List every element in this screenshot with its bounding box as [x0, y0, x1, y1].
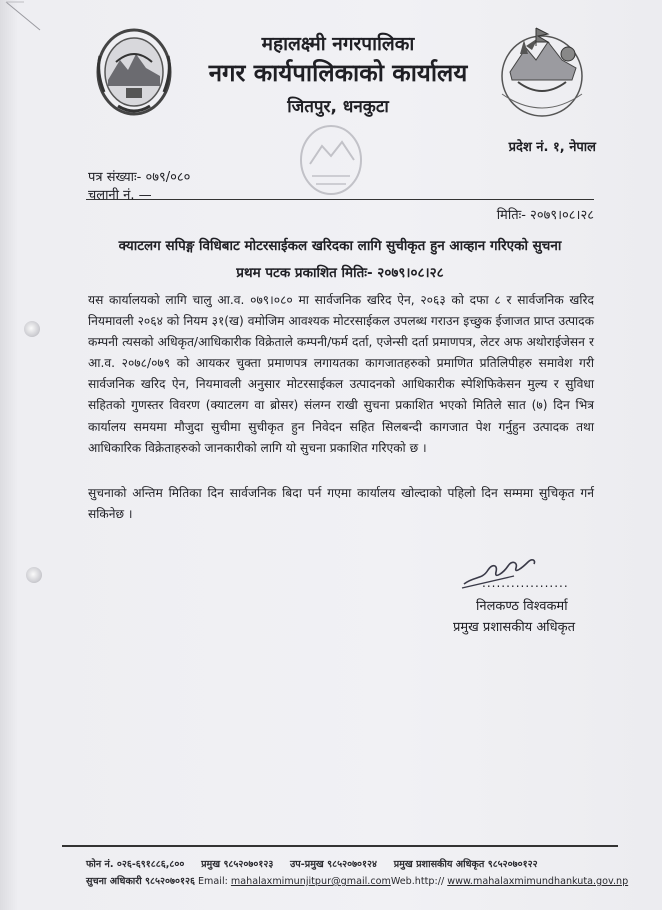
- footer-info-officer: सुचना अधिकारी ९८५२०७०१२६: [86, 876, 195, 887]
- office-address: जितपुर, धनकुटा: [287, 97, 389, 117]
- punch-hole-bottom: [26, 567, 42, 583]
- first-published-date: प्रथम पटक प्रकाशित मितिः- २०७९।०८।२८: [236, 265, 444, 281]
- footer-web-link[interactable]: www.mahalaxmimundhankuta.gov.np: [447, 876, 629, 887]
- footer-phone: फोन नं. ०२६-६९१८८६,८००: [86, 859, 185, 870]
- office-name: नगर कार्यपालिकाको कार्यालय: [208, 59, 468, 87]
- letter-date: मितिः- २०७९।०८।२८: [496, 208, 594, 223]
- office-stamp: [296, 120, 366, 206]
- signatory-title: प्रमुख प्रशासकीय अधिकृत: [453, 620, 576, 635]
- province-label: प्रदेश नं. १, नेपाल: [508, 140, 596, 155]
- footer-deputy: उप-प्रमुख ९८५२०७०१२४: [290, 859, 378, 870]
- dispatch-number: चलानी नं. —: [88, 188, 152, 203]
- folded-corner: [4, 0, 44, 36]
- nepal-emblem-logo: [94, 26, 174, 118]
- footer-cao: प्रमुख प्रशासकीय अधिकृत ९८५२०७०१२२: [393, 859, 538, 870]
- footer-contacts: [86, 857, 538, 870]
- header-divider: [86, 199, 594, 200]
- footer-divider: [62, 845, 618, 847]
- notice-body: [88, 290, 594, 459]
- punch-hole-top: [24, 321, 40, 337]
- municipality-logo: [492, 24, 592, 124]
- notice-title: क्याटलग सपिङ्ग विधिबाट मोटरसाईकल खरिदका लागि सुचीकृत हुन आव्हान गरिएको सुचना: [118, 238, 562, 254]
- footer-email-link[interactable]: mahalaxmimunjitpur@gmail.com: [230, 876, 391, 887]
- letter-number: पत्र संख्याः- ०७९/०८०: [88, 170, 191, 185]
- footer-email-label: Email:: [198, 876, 228, 887]
- notice-body-paragraph: यस कार्यालयको लागि चालु आ.व. ०७९।०८० मा सार्वजनिक खरिद ऐन, २०६३ को दफा ८ र सार्वजनिक खरिद नियमावली २०६४ को नियम ३१(ख) वमोजिम आवश्यक मोटरसाईकल उपलब्ध गराउन इच्छुक ईजाजत प्राप्त उत्पादक कम्पनी त्यसको अधिकृत/आधिकारीक विक्रेताले कम्पनी/फर्म दर्ता, एजेन्सी दर्ता प्रमाणपत्र, लेटर अफ अथोराईजेसन र आ.व. २०७८/०७९ को आयकर चुक्ता प्रमाणपत्र लगायतका कागजातहरुको प्रमाणित प्रतिलिपीहरु समावेश गरी सार्वजनिक खरिद ऐन, नियमावली अनुसार मोटरसाईकल उत्पादनको आधिकारीक स्पेशिफिकेसन मुल्य र सुविधा सहितको गुणस्तर विवरण (क्याटलग वा ब्रोसर) संलग्न राखी सुचना प्रकाशित भएको मितिले सात (७) दिन भित्र कार्यालय समयमा मौजुदा सुचीमा सुचीकृत हुन निवेदन सहित सिलबन्दी कागजात पेश गर्नुहुन उत्पादक तथा आधिकारिक विक्रेताहरुको जानकारीको लागि यो सुचना प्रकाशित गरिएको छ ।: [88, 293, 594, 455]
- municipality-name: महालक्ष्मी नगरपालिका: [261, 33, 415, 55]
- signatory-name: निलकण्ठ विश्वकर्मा: [476, 599, 568, 614]
- footer-chief: प्रमुख ९८५२०७०१२३: [201, 859, 274, 870]
- footer-online: [86, 874, 628, 887]
- footer-web-label: Web.http://: [390, 876, 445, 887]
- signature-line: ..................: [482, 576, 569, 590]
- notice-closing-paragraph: सुचनाको अन्तिम मितिका दिन सार्वजनिक बिदा पर्न गएमा कार्यालय खोल्दाको पहिलो दिन सम्ममा सुचिकृत गर्न सकिनेछ ।: [88, 486, 594, 522]
